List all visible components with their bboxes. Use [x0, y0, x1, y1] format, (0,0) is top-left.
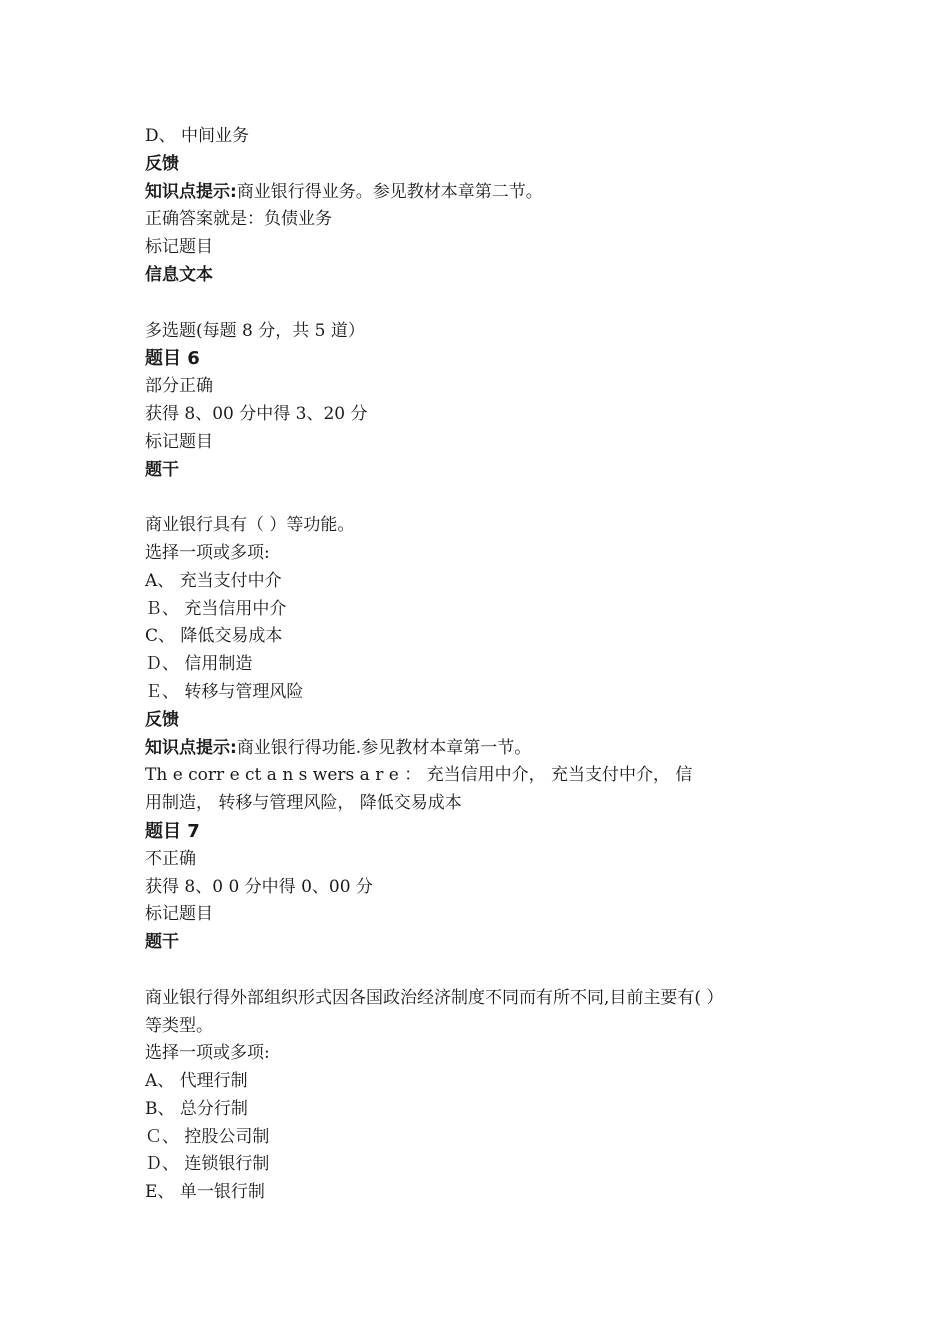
question-6-option-e[interactable]: Ｅ、 转移与管理风险 [145, 681, 304, 702]
info-text-heading: 信息文本 [145, 264, 213, 285]
knowledge-hint-text: 商业银行得功能.参见教材本章第一节。 [236, 737, 532, 758]
question-7-status: 不正确 [145, 848, 196, 869]
question-6-status: 部分正确 [145, 376, 213, 397]
knowledge-hint-2 [145, 735, 810, 763]
knowledge-hint-1 [145, 179, 810, 207]
correct-answers-line-2: 用制造， 转移与管理风险， 降低交易成本 [145, 793, 462, 814]
question-6-stem-heading: 题干 [145, 459, 179, 480]
feedback-heading-1: 反馈 [145, 153, 179, 174]
correct-answers-line-1: Th e corr e ct a n s wers a r e ： 充当信用中介， 充当支付中介， 信 [145, 765, 693, 786]
question-7-option-a[interactable]: A、 代理行制 [145, 1071, 248, 1092]
question-7-instruction: 选择一项或多项: [145, 1043, 270, 1064]
question-7-stem-heading: 题干 [145, 932, 179, 953]
question-6-option-a[interactable]: A、 充当支付中介 [145, 570, 282, 591]
question-7-title: 题目 7 [145, 820, 200, 842]
question-6-title: 题目 6 [145, 348, 200, 370]
question-7-option-b[interactable]: B、 总分行制 [145, 1098, 248, 1119]
question-7-option-c[interactable]: Ｃ、 控股公司制 [145, 1126, 270, 1147]
knowledge-hint-label: 知识点提示: [145, 737, 237, 758]
document-page [145, 123, 810, 1207]
question-6-stem: 商业银行具有（ ）等功能。 [145, 515, 355, 536]
knowledge-hint-text: 商业银行得业务。参见教材本章第二节。 [236, 181, 543, 202]
correct-answer-1: 正确答案就是：负债业务 [145, 209, 332, 230]
question-7-stem-line-2: 等类型。 [145, 1015, 213, 1036]
knowledge-hint-label: 知识点提示: [145, 181, 237, 202]
flag-question-link-3[interactable]: 标记题目 [145, 904, 213, 925]
flag-question-link-1[interactable]: 标记题目 [145, 237, 213, 258]
question-7-option-d[interactable]: Ｄ、 连锁银行制 [145, 1154, 270, 1175]
question-7-stem-line-1: 商业银行得外部组织形式因各国政治经济制度不同而有所不同,目前主要有( ） [145, 987, 724, 1008]
question-6-instruction: 选择一项或多项: [145, 542, 270, 563]
section-multiple-choice: 多选题(每题 8 分，共 5 道） [145, 320, 365, 341]
blank-line [145, 290, 810, 318]
question-6-option-c[interactable]: C、 降低交易成本 [145, 626, 283, 647]
flag-question-link-2[interactable]: 标记题目 [145, 431, 213, 452]
blank-line [145, 957, 810, 985]
blank-line [145, 484, 810, 512]
feedback-heading-2: 反馈 [145, 709, 179, 730]
question-6-option-b[interactable]: Ｂ、 充当信用中介 [145, 598, 287, 619]
question-6-option-d[interactable]: Ｄ、 信用制造 [145, 654, 253, 675]
question-6-score: 获得 8、00 分中得 3、20 分 [145, 403, 368, 424]
question-7-option-e[interactable]: E、 单一银行制 [145, 1182, 265, 1203]
option-d-prev: D、 中间业务 [145, 126, 250, 146]
question-7-score: 获得 8、0 0 分中得 0、00 分 [145, 876, 373, 897]
